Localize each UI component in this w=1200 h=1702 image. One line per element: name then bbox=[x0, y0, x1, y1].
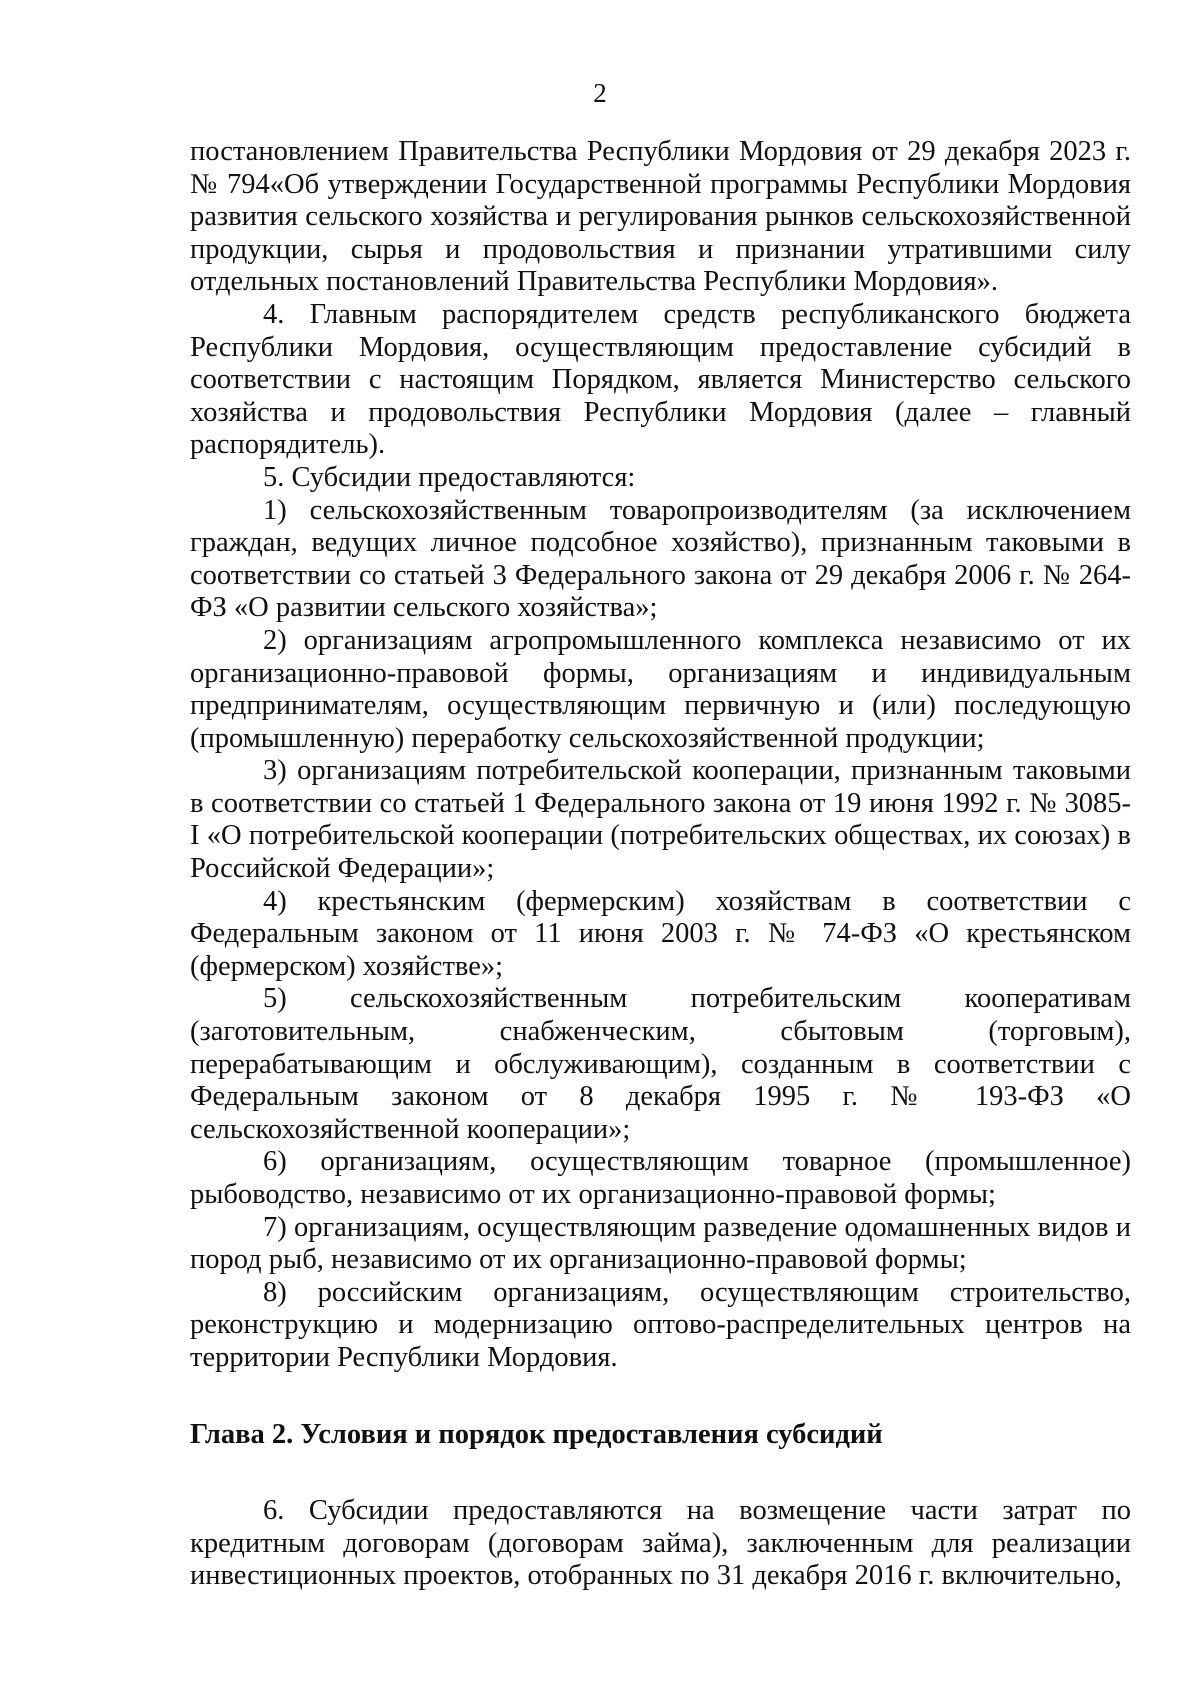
document-body bbox=[190, 136, 1131, 1593]
list-item-5: 5) сельскохозяйственным потребительским кооперативам (заготовительным, снабженческим, сбытовым (торговым), перерабатывающим и обслуживающим), созданным в соответствии с Федеральным законом от 8 декабря 1995 г. № 193-ФЗ «О сельскохозяйственной кооперации»; bbox=[190, 983, 1131, 1145]
list-item-1: 1) сельскохозяйственным товаропроизводителям (за исключением граждан, ведущих личное подсобное хозяйство), признанным таковыми в соответствии со статьей 3 Федерального закона от 29 декабря 2006 г. № 264-ФЗ «О развитии сельского хозяйства»; bbox=[190, 494, 1131, 624]
paragraph-item-5: 5. Субсидии предоставляются: bbox=[263, 461, 636, 493]
paragraph-continuation: постановлением Правительства Республики Мордовия от 29 декабря 2023 г. № 794«Об утверждении Государственной программы Республики Мордовия развития сельского хозяйства и регулирования рынков сельскохозяйственной продукции, сырья и продовольствия и признании утратившими силу отдельных постановлений Правительства Республики Мордовия». bbox=[190, 136, 1131, 298]
list-item-3: 3) организациям потребительской кооперации, признанным таковыми в соответствии со статьей 1 Федерального закона от 19 июня 1992 г. № 3085-I «О потребительской кооперации (потребительских обществах, их союзах) в Российской Федерации»; bbox=[190, 755, 1131, 885]
chapter-heading: Глава 2. Условия и порядок предоставления субсидий bbox=[190, 1418, 883, 1450]
list-item-2: 2) организациям агропромышленного комплекса независимо от их организационно-правовой формы, организациям и индивидуальным предпринимателям, осуществляющим первичную и (или) последующую (промышленную) переработку сельскохозяйственной продукции; bbox=[190, 624, 1131, 754]
list-item-4: 4) крестьянским (фермерским) хозяйствам в соответствии с Федеральным законом от 11 июня 2003 г. № 74-ФЗ «О крестьянском (фермерском) хозяйстве»; bbox=[190, 885, 1131, 982]
page-number: 2 bbox=[593, 78, 607, 108]
paragraph-item-6: 6. Субсидии предоставляются на возмещение части затрат по кредитным договорам (договорам займа), заключенным для реализации инвестиционных проектов, отобранных по 31 декабря 2016 г. включительно, bbox=[190, 1495, 1131, 1592]
list-item-8: 8) российским организациям, осуществляющим строительство, реконструкцию и модернизацию оптово-распределительных центров на территории Республики Мордовия. bbox=[190, 1276, 1131, 1373]
list-item-7: 7) организациям, осуществляющим разведение одомашненных видов и пород рыб, независимо от их организационно-правовой формы; bbox=[190, 1211, 1131, 1276]
list-item-6: 6) организациям, осуществляющим товарное (промышленное) рыбоводство, независимо от их организационно-правовой формы; bbox=[190, 1146, 1131, 1210]
paragraph-item-4: 4. Главным распорядителем средств республиканского бюджета Республики Мордовия, осуществляющим предоставление субсидий в соответствии с настоящим Порядком, является Министерство сельского хозяйства и продовольствия Республики Мордовия (далее – главный распорядитель). bbox=[190, 298, 1131, 461]
